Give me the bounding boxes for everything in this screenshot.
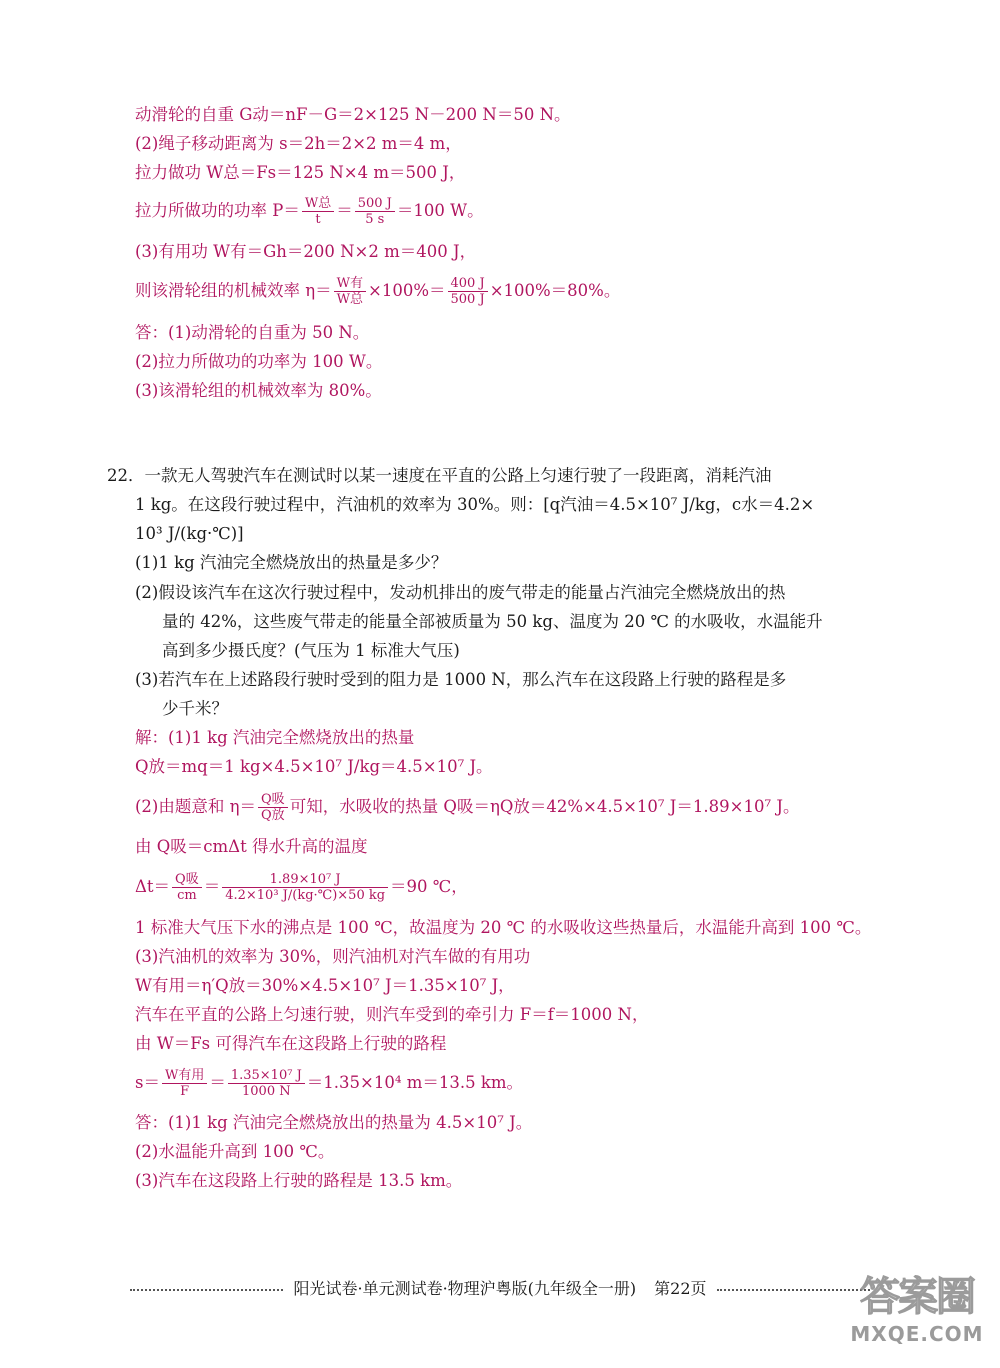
solution-line: 汽车在平直的公路上匀速行驶，则汽车受到的牵引力 F＝f＝1000 N，	[135, 1005, 649, 1024]
solution-line-efficiency	[135, 276, 620, 307]
watermark-url: MXQE.COM	[850, 1322, 984, 1346]
fraction-denominator: F	[180, 1084, 190, 1099]
fraction	[302, 196, 334, 227]
answer-line: 答：(1)1 kg 汽油完全燃烧放出的热量为 4.5×10⁷ J。	[135, 1113, 533, 1132]
fraction	[448, 276, 488, 307]
footer-divider	[130, 1289, 283, 1291]
fraction-denominator: Q放	[261, 808, 285, 823]
fraction-denominator: 5 s	[365, 212, 385, 227]
formula-text: ＝1.35×10⁴ m＝13.5 km。	[306, 1073, 523, 1092]
answer-line: (2)水温能升高到 100 ℃。	[135, 1142, 335, 1161]
solution-line-heat	[135, 792, 799, 823]
page-footer	[120, 1276, 880, 1299]
solution-line: 拉力做功 W总＝Fs＝125 N×4 m＝500 J，	[135, 163, 466, 182]
formula-text: ＝	[203, 877, 221, 896]
fraction-denominator: W总	[336, 292, 364, 307]
watermark-logo	[842, 1272, 992, 1362]
fraction-denominator: cm	[177, 888, 197, 903]
answer-line: 答：(1)动滑轮的自重为 50 N。	[135, 323, 370, 342]
formula-text: 则该滑轮组的机械效率 η＝	[135, 281, 332, 300]
fraction-numerator: Q吸	[258, 792, 288, 808]
formula-text: s＝	[135, 1073, 160, 1092]
fraction-denominator: t	[315, 212, 321, 227]
formula-text: ＝90 ℃，	[390, 877, 468, 896]
fraction	[334, 276, 366, 307]
question-part: 高到多少摄氏度？(气压为 1 标准大气压)	[162, 641, 460, 660]
fraction-numerator: W有	[334, 276, 366, 292]
formula-text: (2)由题意和 η＝	[135, 797, 257, 816]
formula-text: Δt＝	[135, 877, 171, 896]
question-part: (2)假设该汽车在这次行驶过程中，发动机排出的废气带走的能量占汽油完全燃烧放出的热	[135, 583, 786, 602]
question-line: 22．一款无人驾驶汽车在测试时以某一速度在平直的公路上匀速行驶了一段距离，消耗汽油	[107, 466, 772, 485]
solution-line-power	[135, 196, 484, 227]
fraction	[355, 196, 395, 227]
question-part: (1)1 kg 汽油完全燃烧放出的热量是多少？	[135, 553, 448, 572]
solution-line: (3)有用功 W有＝Gh＝200 N×2 m＝400 J，	[135, 242, 477, 261]
fraction-numerator: W总	[302, 196, 334, 212]
solution-line: 由 W＝Fs 可得汽车在这段路上行驶的路程	[135, 1034, 447, 1053]
fraction	[228, 1068, 305, 1099]
fraction-denominator: 4.2×10³ J/(kg·℃)×50 kg	[225, 888, 386, 903]
formula-text: ＝100 W。	[396, 201, 484, 220]
formula-text: ＝	[336, 201, 353, 220]
fraction-denominator: 1000 N	[242, 1084, 291, 1099]
fraction	[172, 872, 202, 903]
fraction	[222, 872, 388, 903]
fraction-numerator: W有用	[162, 1068, 207, 1084]
answer-line: (2)拉力所做功的功率为 100 W。	[135, 352, 383, 371]
solution-line-distance	[135, 1068, 523, 1099]
formula-text: 拉力所做功的功率 P＝	[135, 201, 300, 220]
formula-text: ＝	[209, 1073, 226, 1092]
solution-line: Q放＝mq＝1 kg×4.5×10⁷ J/kg＝4.5×10⁷ J。	[135, 757, 493, 776]
watermark-logo-text: 答案圈	[860, 1274, 974, 1320]
question-part: 少千米？	[162, 699, 228, 718]
fraction	[258, 792, 288, 823]
question-line: 10³ J/(kg·℃)]	[135, 524, 244, 543]
solution-line-temperature	[135, 872, 468, 903]
solution-line: (3)汽油机的效率为 30%，则汽油机对汽车做的有用功	[135, 947, 531, 966]
fraction-numerator: 1.89×10⁷ J	[222, 872, 388, 888]
solution-line: 由 Q吸＝cmΔt 得水升高的温度	[135, 837, 368, 856]
solution-line: 动滑轮的自重 G动＝nF－G＝2×125 N－200 N＝50 N。	[135, 105, 571, 124]
formula-text: 可知，水吸收的热量 Q吸＝ηQ放＝42%×4.5×10⁷ J＝1.89×10⁷ J。	[289, 797, 800, 816]
formula-text: ×100%＝	[368, 281, 446, 300]
fraction	[162, 1068, 207, 1099]
page-number: 第22页	[654, 1279, 707, 1298]
fraction-numerator: 1.35×10⁷ J	[228, 1068, 305, 1084]
fraction-numerator: 400 J	[448, 276, 488, 292]
answer-line: (3)该滑轮组的机械效率为 80%。	[135, 381, 382, 400]
solution-line: (2)绳子移动距离为 s＝2h＝2×2 m＝4 m，	[135, 134, 462, 153]
solution-line: 解：(1)1 kg 汽油完全燃烧放出的热量	[135, 728, 415, 747]
question-line: 1 kg。在这段行驶过程中，汽油机的效率为 30%。则：[q汽油＝4.5×10⁷ J/kg，c水＝4.2×	[135, 495, 815, 514]
solution-line: 1 标准大气压下水的沸点是 100 ℃，故温度为 20 ℃ 的水吸收这些热量后，水温能升高到 100 ℃。	[135, 918, 872, 937]
question-part: 量的 42%，这些废气带走的能量全部被质量为 50 kg、温度为 20 ℃ 的水吸收，水温能升	[162, 612, 823, 631]
formula-text: ×100%＝80%。	[489, 281, 621, 300]
question-part: (3)若汽车在上述路段行驶时受到的阻力是 1000 N，那么汽车在这段路上行驶的路程是多	[135, 670, 787, 689]
fraction-denominator: 500 J	[450, 292, 485, 307]
footer-title: 阳光试卷·单元测试卷·物理沪粤版(九年级全一册)	[293, 1279, 637, 1298]
solution-line: W有用＝η′Q放＝30%×4.5×10⁷ J＝1.35×10⁷ J，	[135, 976, 515, 995]
answer-line: (3)汽车在这段路上行驶的路程是 13.5 km。	[135, 1171, 463, 1190]
fraction-numerator: 500 J	[355, 196, 395, 212]
fraction-numerator: Q吸	[172, 872, 202, 888]
